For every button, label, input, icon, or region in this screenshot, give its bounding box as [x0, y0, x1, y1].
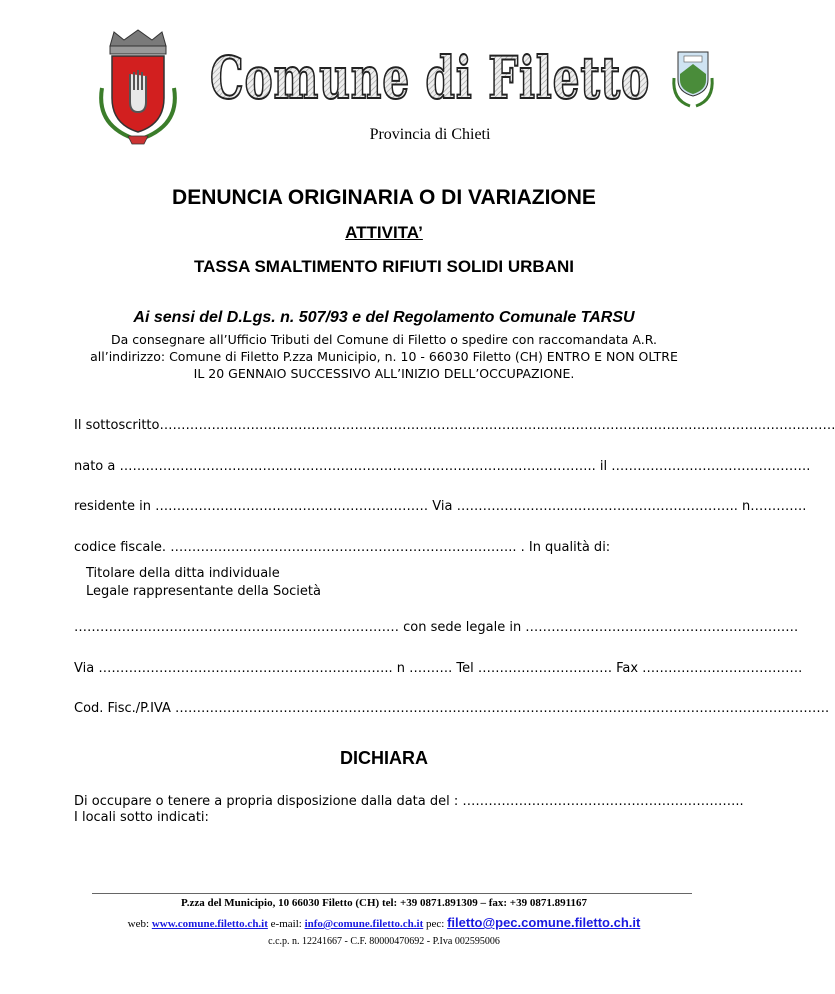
instruction-line: all’indirizzo: Comune di Filetto P.zza Municipio, n. 10 - 66030 Filetto (CH) ENTRO E NON OLTRE	[90, 349, 678, 364]
company-address-field: Via ………………………………………………………….. n ………. Tel …………………………. Fax ……………………………….	[74, 661, 803, 676]
coat-of-arms-logo	[88, 28, 188, 146]
emblem-logo	[668, 48, 718, 110]
option-individual-owner: Titolare della ditta individuale	[86, 566, 280, 581]
option-company-representative: Legale rappresentante della Società	[86, 584, 321, 599]
company-seat-field: ………………………………………………………………… con sede legale in ………………………………………………………	[74, 620, 799, 635]
footer-address: P.zza del Municipio, 10 66030 Filetto (CH) tel: +39 0871.891309 – fax: +39 0871.891167	[181, 897, 587, 909]
province-label: Provincia di Chieti	[369, 126, 491, 143]
instruction-line: Da consegnare all’Ufficio Tributi del Comune di Filetto o spedire con raccomandata A.R.	[111, 332, 657, 347]
pec-label: pec:	[426, 918, 445, 930]
pec-link[interactable]: filetto@pec.comune.filetto.ch.it	[447, 915, 641, 930]
fiscal-code-field: codice fiscale. …………………………………………………………………….. . In qualità di:	[74, 540, 611, 555]
footer-fiscal-info: c.c.p. n. 12241667 - C.F. 80000470692 - P.Iva 002595006	[268, 936, 500, 947]
footer-contacts	[0, 915, 768, 930]
email-label: e-mail:	[270, 918, 302, 930]
birth-field: nato a ……………………………………………………………………………………………….. il ……………………………………….	[74, 459, 811, 474]
website-link[interactable]: www.comune.filetto.ch.it	[151, 918, 268, 930]
vat-field: Cod. Fisc./P.IVA …………………………………………………………………………………………………………………………………….	[74, 701, 830, 716]
web-label: web:	[127, 918, 150, 930]
activity-subtitle: ATTIVITA’	[345, 223, 423, 242]
tax-subtitle: TASSA SMALTIMENTO RIFIUTI SOLIDI URBANI	[194, 257, 574, 276]
instruction-line: IL 20 GENNAIO SUCCESSIVO ALL’INIZIO DELL’OCCUPAZIONE.	[193, 366, 575, 381]
occupation-date-field: Di occupare o tenere a propria disposizione dalla data del : ………………………………………………………..	[74, 794, 744, 809]
email-link[interactable]: info@comune.filetto.ch.it	[304, 918, 424, 930]
document-title: DENUNCIA ORIGINARIA O DI VARIAZIONE	[172, 186, 596, 209]
svg-text:Comune di Filetto: Comune di Filetto	[210, 44, 650, 112]
residence-field: residente in ……………………………………………………… Via ……………………………………………………….. n………….	[74, 499, 807, 514]
law-reference: Ai sensi del D.Lgs. n. 507/93 e del Regolamento Comunale TARSU	[133, 309, 635, 326]
premises-label: I locali sotto indicati:	[74, 810, 209, 825]
undersigned-field: Il sottoscritto…………………………………………………………………………………………………………………………………………	[74, 418, 835, 433]
municipality-name-logo	[205, 36, 655, 116]
footer-divider	[92, 893, 692, 894]
declaration-heading: DICHIARA	[340, 748, 428, 768]
